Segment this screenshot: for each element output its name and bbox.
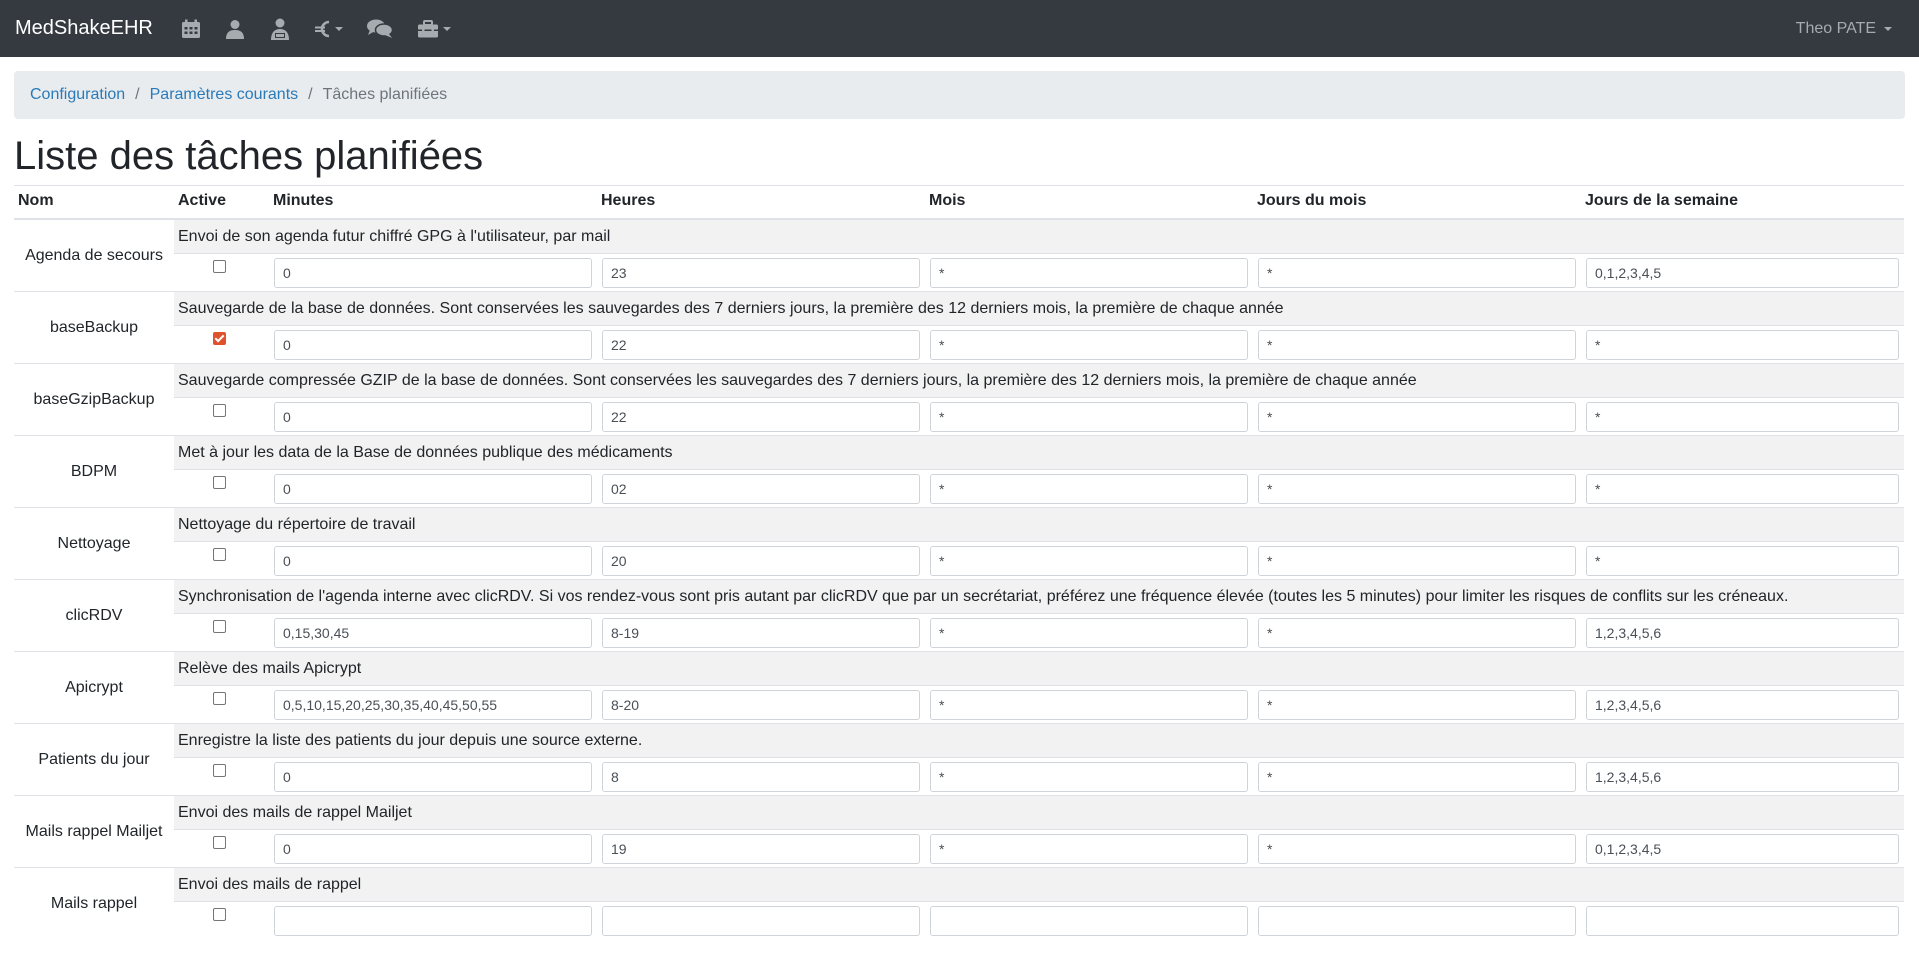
task-description: Sauvegarde de la base de données. Sont conservées les sauvegardes des 7 derniers jours, la première des 12 derniers mois, la première de chaque année (174, 292, 1904, 326)
user-id-icon[interactable] (269, 18, 291, 40)
days-of-week-input[interactable] (1586, 258, 1899, 288)
hours-input[interactable] (602, 762, 920, 792)
header-active: Active (174, 186, 269, 220)
breadcrumb-separator: / (308, 86, 313, 103)
task-settings-row (14, 614, 1904, 652)
task-description: Envoi des mails de rappel Mailjet (174, 796, 1904, 830)
days-of-month-input[interactable] (1258, 618, 1576, 648)
task-row (14, 364, 1904, 398)
nav-icons (181, 18, 451, 40)
days-of-week-input[interactable] (1586, 474, 1899, 504)
days-of-month-input[interactable] (1258, 258, 1576, 288)
months-input[interactable] (930, 474, 1248, 504)
task-description: Envoi des mails de rappel (174, 868, 1904, 902)
task-name: Mails rappel Mailjet (14, 796, 174, 868)
toolbox-icon[interactable] (417, 19, 451, 39)
minutes-input[interactable] (274, 618, 592, 648)
page-title: Liste des tâches planifiées (14, 134, 484, 178)
task-settings-row (14, 830, 1904, 868)
days-of-month-input[interactable] (1258, 330, 1576, 360)
months-input[interactable] (930, 906, 1248, 936)
header-mois: Mois (925, 186, 1253, 220)
hours-input[interactable] (602, 330, 920, 360)
brand-link[interactable]: MedShakeEHR (15, 17, 153, 39)
active-checkbox[interactable] (213, 260, 226, 273)
hours-input[interactable] (602, 834, 920, 864)
header-minutes: Minutes (269, 186, 597, 220)
months-input[interactable] (930, 762, 1248, 792)
task-row (14, 219, 1904, 254)
breadcrumb-parametres-courants[interactable]: Paramètres courants (149, 86, 299, 103)
task-settings-row (14, 542, 1904, 580)
days-of-month-input[interactable] (1258, 546, 1576, 576)
task-name: Mails rappel (14, 868, 174, 940)
task-row (14, 292, 1904, 326)
chevron-down-icon (1884, 27, 1892, 31)
months-input[interactable] (930, 258, 1248, 288)
task-settings-row (14, 902, 1904, 940)
active-checkbox[interactable] (213, 836, 226, 849)
hours-input[interactable] (602, 402, 920, 432)
task-name: Agenda de secours (14, 219, 174, 292)
days-of-week-input[interactable] (1586, 690, 1899, 720)
task-settings-row (14, 470, 1904, 508)
task-name: Apicrypt (14, 652, 174, 724)
minutes-input[interactable] (274, 402, 592, 432)
days-of-month-input[interactable] (1258, 906, 1576, 936)
days-of-month-input[interactable] (1258, 690, 1576, 720)
header-jours-de-la-semaine: Jours de la semaine (1581, 186, 1904, 220)
task-row (14, 868, 1904, 902)
active-checkbox[interactable] (213, 620, 226, 633)
breadcrumb-configuration[interactable]: Configuration (30, 86, 126, 103)
active-checkbox[interactable] (213, 404, 226, 417)
days-of-month-input[interactable] (1258, 834, 1576, 864)
task-name: Patients du jour (14, 724, 174, 796)
months-input[interactable] (930, 618, 1248, 648)
task-description: Relève des mails Apicrypt (174, 652, 1904, 686)
task-row (14, 652, 1904, 686)
breadcrumb-current: Tâches planifiées (322, 86, 448, 103)
task-row (14, 724, 1904, 758)
days-of-month-input[interactable] (1258, 402, 1576, 432)
task-description: Enregistre la liste des patients du jour depuis une source externe. (174, 724, 1904, 758)
minutes-input[interactable] (274, 474, 592, 504)
scheduled-tasks-table (14, 185, 1904, 939)
task-settings-row (14, 326, 1904, 364)
task-description: Nettoyage du répertoire de travail (174, 508, 1904, 542)
days-of-week-input[interactable] (1586, 402, 1899, 432)
task-description: Synchronisation de l'agenda interne avec clicRDV. Si vos rendez-vous sont pris autant par clicRDV que par un secrétariat, préférez une fréquence élevée (toutes les 5 minutes) pour limiter les risques de conflits sur les créneaux. (174, 580, 1904, 614)
user-menu[interactable] (1796, 20, 1892, 38)
task-row (14, 796, 1904, 830)
task-name: BDPM (14, 436, 174, 508)
chevron-down-icon (335, 27, 343, 31)
hours-input[interactable] (602, 546, 920, 576)
active-checkbox[interactable] (213, 332, 226, 345)
hours-input[interactable] (602, 906, 920, 936)
months-input[interactable] (930, 834, 1248, 864)
user-icon[interactable] (225, 19, 245, 39)
task-row (14, 508, 1904, 542)
active-checkbox[interactable] (213, 692, 226, 705)
months-input[interactable] (930, 402, 1248, 432)
days-of-week-input[interactable] (1586, 762, 1899, 792)
days-of-week-input[interactable] (1586, 546, 1899, 576)
hours-input[interactable] (602, 258, 920, 288)
hours-input[interactable] (602, 618, 920, 648)
euro-icon[interactable] (315, 19, 343, 39)
task-description: Sauvegarde compressée GZIP de la base de données. Sont conservées les sauvegardes des 7 derniers jours, la première des 12 derniers mois, la première de chaque année (174, 364, 1904, 398)
task-description: Envoi de son agenda futur chiffré GPG à l'utilisateur, par mail (174, 219, 1904, 254)
active-checkbox[interactable] (213, 764, 226, 777)
hours-input[interactable] (602, 474, 920, 504)
minutes-input[interactable] (274, 834, 592, 864)
chevron-down-icon (443, 27, 451, 31)
task-settings-row (14, 758, 1904, 796)
header-heures: Heures (597, 186, 925, 220)
chat-icon[interactable] (367, 19, 393, 39)
minutes-input[interactable] (274, 546, 592, 576)
months-input[interactable] (930, 690, 1248, 720)
active-checkbox[interactable] (213, 476, 226, 489)
task-name: baseBackup (14, 292, 174, 364)
task-name: Nettoyage (14, 508, 174, 580)
task-name: baseGzipBackup (14, 364, 174, 436)
breadcrumb-separator: / (135, 86, 140, 103)
task-row (14, 436, 1904, 470)
task-description: Met à jour les data de la Base de données publique des médicaments (174, 436, 1904, 470)
minutes-input[interactable] (274, 906, 592, 936)
active-checkbox[interactable] (213, 548, 226, 561)
task-settings-row (14, 254, 1904, 292)
task-settings-row (14, 686, 1904, 724)
header-jours-du-mois: Jours du mois (1253, 186, 1581, 220)
hours-input[interactable] (602, 690, 920, 720)
days-of-month-input[interactable] (1258, 474, 1576, 504)
days-of-week-input[interactable] (1586, 906, 1899, 936)
days-of-month-input[interactable] (1258, 762, 1576, 792)
days-of-week-input[interactable] (1586, 330, 1899, 360)
minutes-input[interactable] (274, 690, 592, 720)
minutes-input[interactable] (274, 258, 592, 288)
days-of-week-input[interactable] (1586, 834, 1899, 864)
table-header-row (14, 186, 1904, 220)
task-row (14, 580, 1904, 614)
active-checkbox[interactable] (213, 908, 226, 921)
calendar-icon[interactable] (181, 19, 201, 39)
task-name: clicRDV (14, 580, 174, 652)
days-of-week-input[interactable] (1586, 618, 1899, 648)
navbar (0, 0, 1919, 57)
months-input[interactable] (930, 330, 1248, 360)
task-settings-row (14, 398, 1904, 436)
user-name: Theo PATE (1795, 19, 1876, 37)
months-input[interactable] (930, 546, 1248, 576)
header-nom: Nom (14, 186, 174, 220)
breadcrumb (14, 71, 1905, 119)
minutes-input[interactable] (274, 330, 592, 360)
minutes-input[interactable] (274, 762, 592, 792)
